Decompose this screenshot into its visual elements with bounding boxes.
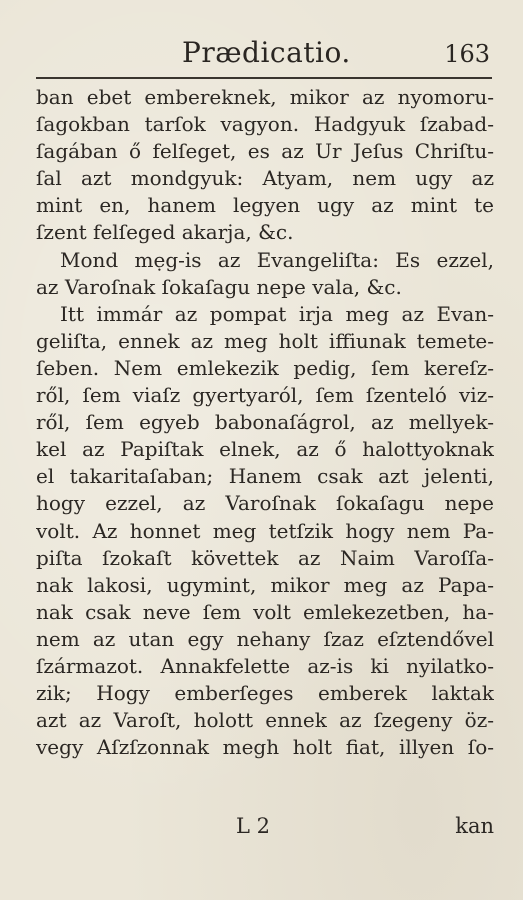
body-text — [36, 84, 494, 761]
catchword: kan — [455, 814, 494, 838]
page-number: 163 — [444, 40, 490, 68]
text-line: ſzármazot. Annakfelette az-is ki nyilatko- — [36, 653, 494, 678]
text-line: piſta ſzokaſt követtek az Naim Varoſſa- — [36, 545, 494, 570]
header-rule — [36, 77, 492, 79]
text-line: kel az Papiſtak elnek, az ő halottyoknak — [36, 437, 494, 462]
text-line: volt. Az honnet meg tetſzik hogy nem Pa- — [36, 518, 494, 543]
text-line: zik; Hogy emberſeges emberek laktak — [36, 681, 494, 706]
text-line: ről, ſem viaſz gyertyaról, ſem ſzenteló viz- — [36, 383, 494, 408]
text-line: az Varoſnak ſokaſagu nepe vala, &c. — [36, 274, 402, 299]
text-line: nak lakosi, ugymint, mikor meg az Papa- — [36, 572, 494, 597]
text-line: Itt immár az pompat irja meg az Evan- — [60, 301, 494, 326]
text-line: nem az utan egy nehany ſzaz eſztendővel — [36, 626, 494, 651]
text-line: ſeben. Nem emlekezik pedig, ſem kereſz- — [36, 355, 494, 380]
text-line: ſagokban tarſok vagyon. Hadgyuk ſzabad- — [36, 112, 494, 137]
text-line: ſzent felſeged akarja, &c. — [36, 220, 294, 245]
text-line: Mond mẹg-is az Evangeliſta: Es ezzel, — [60, 247, 494, 272]
text-line: nak csak neve ſem volt emlekezetben, ha- — [36, 599, 494, 624]
signature-mark: L 2 — [236, 814, 270, 838]
text-line: azt az Varoſt, holott ennek az ſzegeny öz- — [36, 708, 494, 733]
text-line: mint en, hanem legyen ugy az mint te — [36, 193, 494, 218]
running-title: Prædicatio. — [182, 36, 351, 69]
running-header — [40, 28, 490, 72]
text-line: geliſta, ennek az meg holt iffiunak temete- — [36, 328, 494, 353]
text-line: ban ebet embereknek, mikor az nyomoru- — [36, 85, 494, 109]
text-line: ſagában ő felſeget, es az Ur Jeſus Chriſtu- — [36, 139, 494, 164]
page-footer — [36, 812, 494, 842]
text-line: ről, ſem egyeb babonaſágrol, az mellyek- — [36, 410, 494, 435]
text-line: hogy ezzel, az Varoſnak ſokaſagu nepe — [36, 491, 494, 516]
text-line: vegy Aſzſzonnak megh holt fiat, illyen ſo- — [36, 735, 494, 760]
text-line: el takaritaſaban; Hanem csak azt jelenti, — [36, 464, 494, 489]
text-line: ſal azt mondgyuk: Atyam, nem ugy az — [36, 166, 494, 191]
